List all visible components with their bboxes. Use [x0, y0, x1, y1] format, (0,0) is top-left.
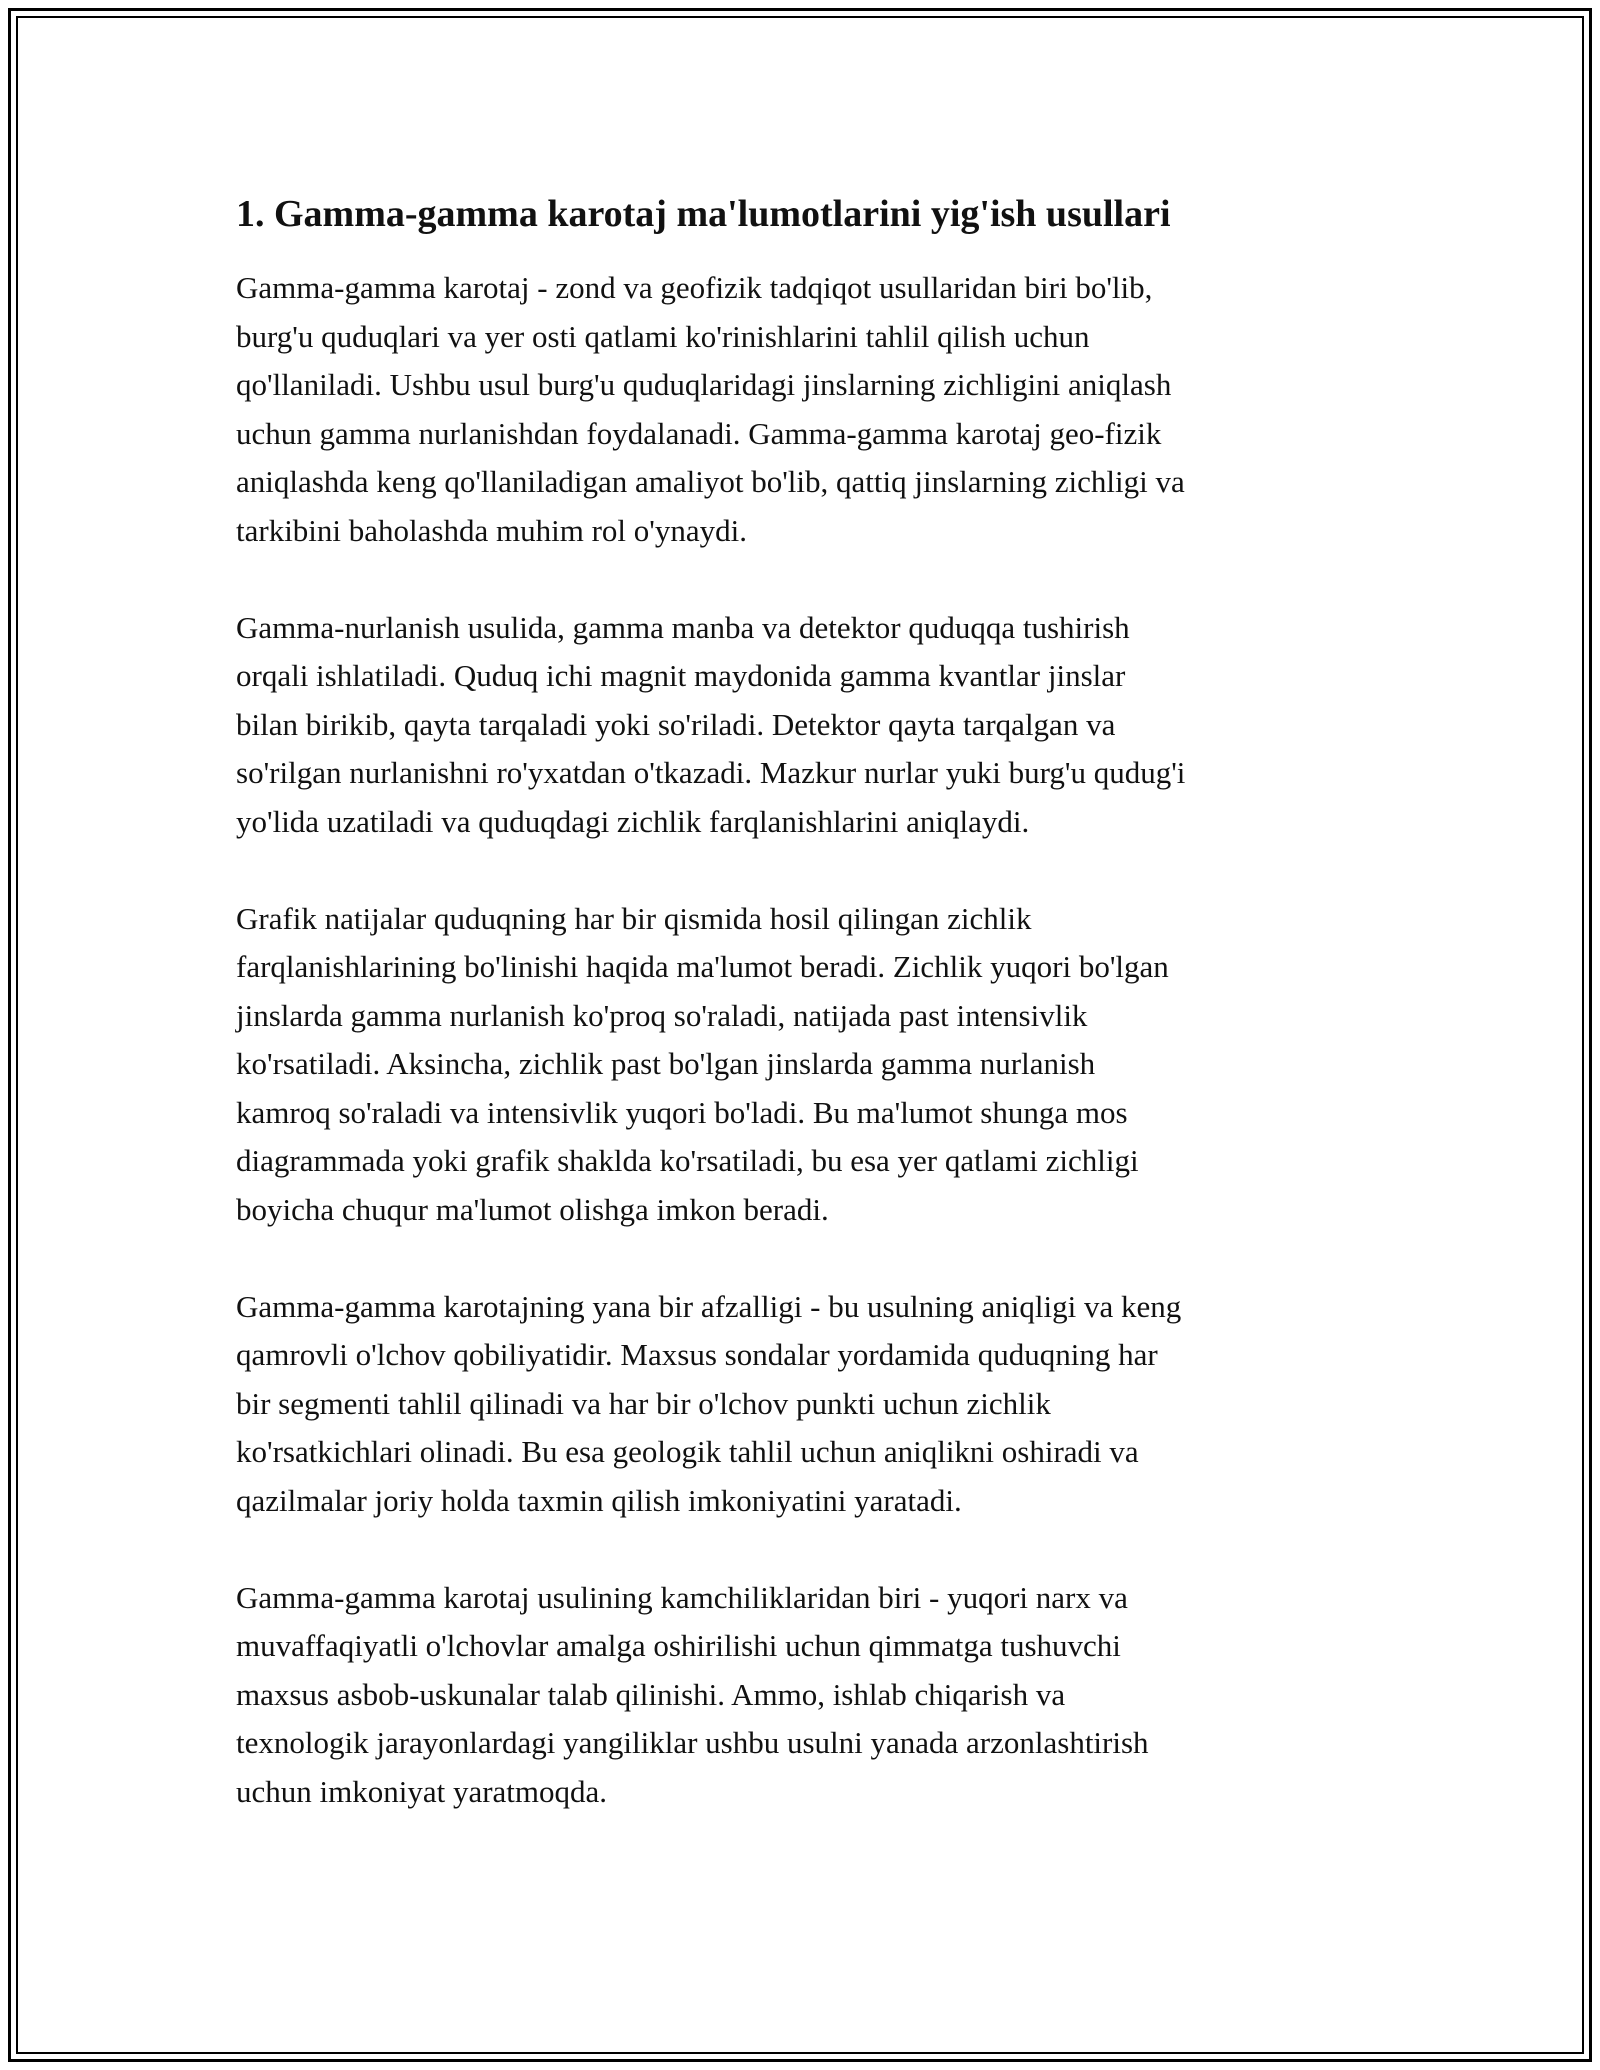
section-heading: 1. Gamma-gamma karotaj ma'lumotlarini yig'ish usullari — [236, 193, 1171, 235]
paragraph-advantages: Gamma-gamma karotajning yana bir afzalligi - bu usulning aniqligi va keng qamrovli o'lchov qobiliyatidir. Maxsus sondalar yordamida quduqning har bir segmenti tahlil qilinadi va har bir o'lchov punkti uchun zichlik ko'rsatkichlari olinadi. Bu esa geologik tahlil uchun aniqlikni oshiradi va qazilmalar joriy holda taxmin qilish imkoniyatini yaratadi. — [236, 1288, 1182, 1518]
paragraph-graphic-results: Grafik natijalar quduqning har bir qismida hosil qilingan zichlik farqlanishlarining bo'linishi haqida ma'lumot beradi. Zichlik yuqori bo'lgan jinslarda gamma nurlanish ko'proq so'raladi, natijada past intensivlik ko'rsatiladi. Aksincha, zichlik past bo'lgan jinslarda gamma nurlanish kamroq so'raladi va intensivlik yuqori bo'ladi. Bu ma'lumot shunga mos diagrammada yoki grafik shaklda ko'rsatiladi, bu esa yer qatlami zichligi boyicha chuqur ma'lumot olishga imkon beradi. — [236, 900, 1169, 1227]
paragraph-gamma-method: Gamma-nurlanish usulida, gamma manba va detektor quduqqa tushirish orqali ishlatiladi. Quduq ichi magnit maydonida gamma kvantlar jinslar bilan birikib, qayta tarqaladi yoki so'riladi. Detektor qayta tarqalgan va so'rilgan nurlanishni ro'yxatdan o'tkazadi. Mazkur nurlar yuki burg'u qudug'i yo'lida uzatiladi va quduqdagi zichlik farqlanishlarini aniqlaydi. — [236, 609, 1186, 839]
paragraph-introduction: Gamma-gamma karotaj - zond va geofizik tadqiqot usullaridan biri bo'lib, burg'u quduqlari va yer osti qatlami ko'rinishlarini tahlil qilish uchun qo'llaniladi. Ushbu usul burg'u quduqlaridagi jinslarning zichligini aniqlash uchun gamma nurlanishdan foydalanadi. Gamma-gamma karotaj geo-fizik aniqlashda keng qo'llaniladigan amaliyot bo'lib, qattiq jinslarning zichligi va tarkibini baholashda muhim rol o'ynaydi. — [236, 270, 1185, 548]
paragraph-drawbacks: Gamma-gamma karotaj usulining kamchiliklaridan biri - yuqori narx va muvaffaqiyatli o'lchovlar amalga oshirilishi uchun qimmatga tushuvchi maxsus asbob-uskunalar talab qilinishi. Ammo, ishlab chiqarish va texnologik jarayonlardagi yangiliklar ushbu usulni yanada arzonlashtirish uchun imkoniyat yaratmoqda. — [236, 1579, 1149, 1809]
document-page — [236, 186, 1376, 1865]
